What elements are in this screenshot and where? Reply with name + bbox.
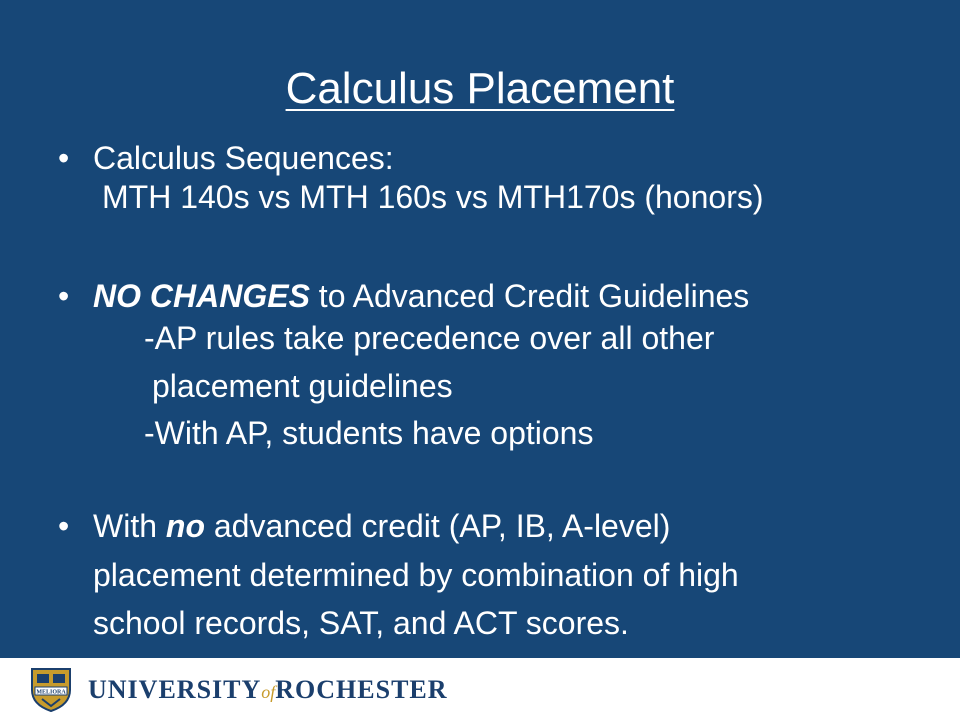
wordmark-university: UNIVERSITY (88, 675, 262, 704)
bullet-2-sub-1b: placement guidelines (152, 368, 453, 404)
bullet-marker: • (58, 508, 70, 544)
bullet-2-line-1 (93, 276, 749, 316)
bullet-1-line-2: MTH 140s vs MTH 160s vs MTH170s (honors) (102, 179, 764, 215)
wordmark-of: of (261, 682, 276, 702)
bullet-2-text: to Advanced Credit Guidelines (309, 278, 750, 314)
bullet-3-line-1 (93, 506, 670, 546)
bullet-3-prefix: With (93, 508, 166, 544)
bullet-1-line-1: Calculus Sequences: (93, 140, 394, 176)
bullet-2-sub-1a: -AP rules take precedence over all other (144, 320, 715, 356)
bullet-marker: • (58, 140, 70, 176)
bullet-3-text: advanced credit (AP, IB, A-level) (204, 508, 671, 544)
bullet-3-emphasis: no (165, 508, 205, 544)
crest-motto: MELIORA (36, 689, 66, 696)
bullet-2-sub-2: -With AP, students have options (144, 415, 594, 451)
bullet-2-emphasis: NO CHANGES (93, 278, 310, 314)
footer-logo-bar (0, 658, 960, 720)
bullet-marker: • (58, 278, 70, 314)
bullet-3-line-2: placement determined by combination of high (93, 557, 739, 593)
university-wordmark (88, 668, 448, 714)
wordmark-rochester: ROCHESTER (275, 675, 448, 704)
slide-title: Calculus Placement (285, 64, 675, 113)
university-crest-icon (28, 666, 74, 712)
bullet-3-line-3: school records, SAT, and ACT scores. (93, 605, 629, 641)
